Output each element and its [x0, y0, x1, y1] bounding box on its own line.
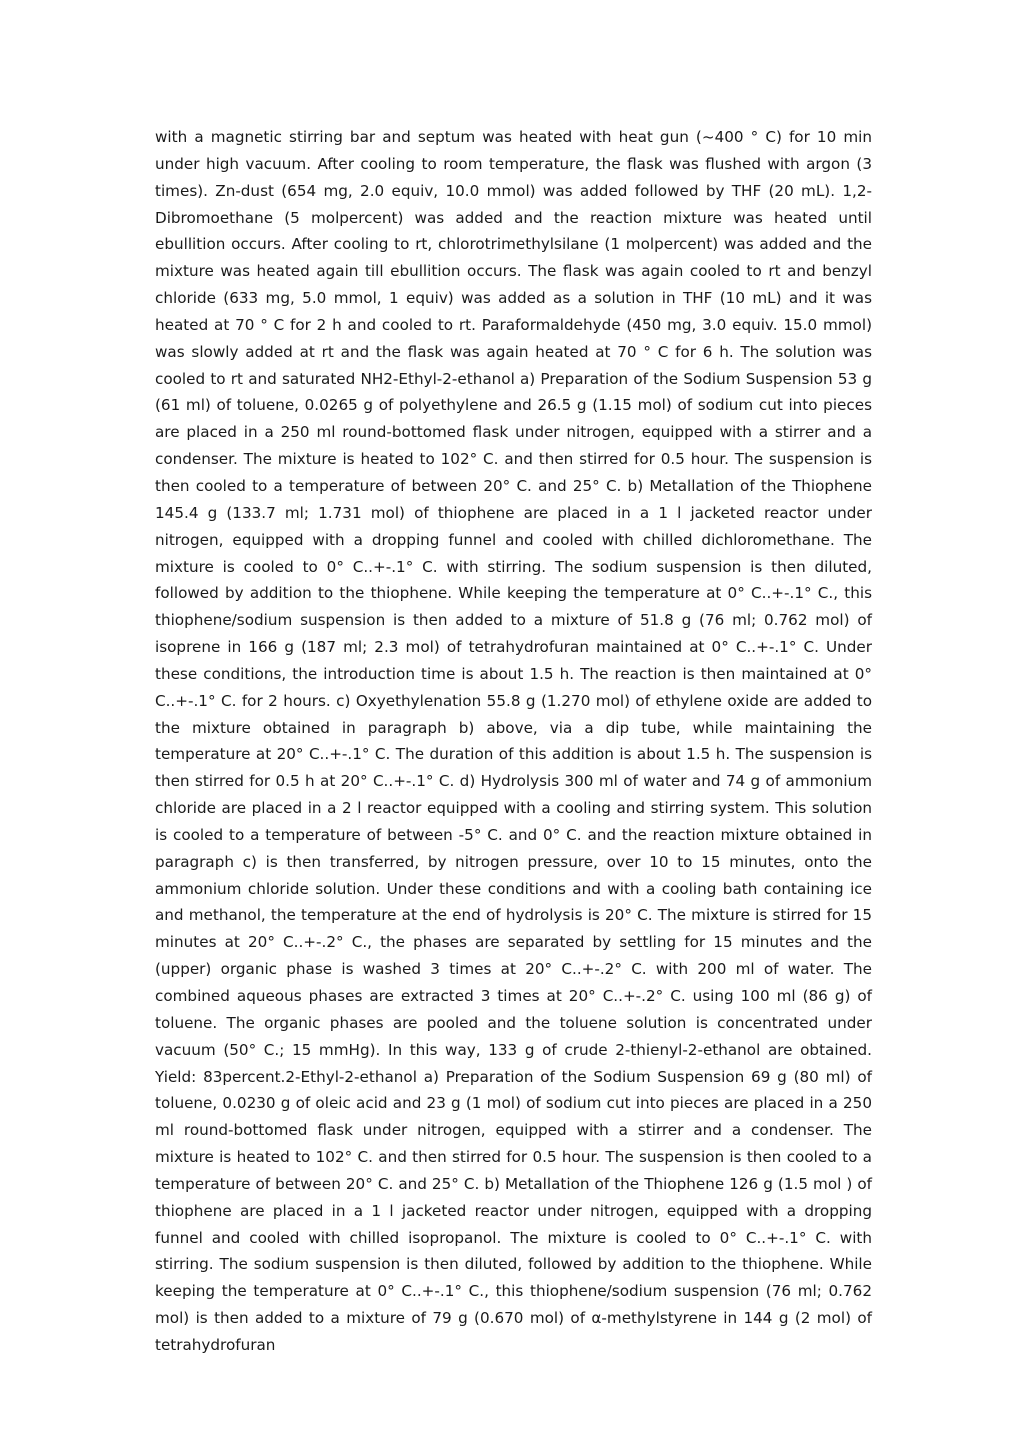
- body-paragraph: with a magnetic stirring bar and septum was heated with heat gun (~400 ° C) for 10 min under high vacuum. After cooling to room temperature, the flask was flushed with argon (3 times). Zn-dust (654 mg, 2.0 equiv, 10.0 mmol) was added followed by THF (20 mL). 1,2-Dibromoethane (5 molpercent) was added and the reaction mixture was heated until ebullition occurs. After cooling to rt, chlorotrimethylsilane (1 molpercent) was added and the mixture was heated again till ebullition occurs. The flask was again cooled to rt and benzyl chloride (633 mg, 5.0 mmol, 1 equiv) was added as a solution in THF (10 mL) and it was heated at 70 ° C for 2 h and cooled to rt. Paraformaldehyde (450 mg, 3.0 equiv. 15.0 mmol) was slowly added at rt and the flask was again heated at 70 ° C for 6 h. The solution was cooled to rt and saturated NH2-Ethyl-2-ethanol a) Preparation of the Sodium Suspension 53 g (61 ml) of toluene, 0.0265 g of polyethylene and 26.5 g (1.15 mol) of sodium cut into pieces are placed in a 250 ml round-bottomed flask under nitrogen, equipped with a stirrer and a condenser. The mixture is heated to 102° C. and then stirred for 0.5 hour. The suspension is then cooled to a temperature of between 20° C. and 25° C. b) Metallation of the Thiophene 145.4 g (133.7 ml; 1.731 mol) of thiophene are placed in a 1 l jacketed reactor under nitrogen, equipped with a dropping funnel and cooled with chilled dichloromethane. The mixture is cooled to 0° C..+-.1° C. with stirring. The sodium suspension is then diluted, followed by addition to the thiophene. While keeping the temperature at 0° C..+-.1° C., this thiophene/sodium suspension is then added to a mixture of 51.8 g (76 ml; 0.762 mol) of isoprene in 166 g (187 ml; 2.3 mol) of tetrahydrofuran maintained at 0° C..+-.1° C. Under these conditions, the introduction time is about 1.5 h. The reaction is then maintained at 0° C..+-.1° C. for 2 hours. c) Oxyethylenation 55.8 g (1.270 mol) of ethylene oxide are added to the mixture obtained in paragraph b) above, via a dip tube, while maintaining the temperature at 20° C..+-.1° C. The duration of this addition is about 1.5 h. The suspension is then stirred for 0.5 h at 20° C..+-.1° C. d) Hydrolysis 300 ml of water and 74 g of ammonium chloride are placed in a 2 l reactor equipped with a cooling and stirring system. This solution is cooled to a temperature of between -5° C. and 0° C. and the reaction mixture obtained in paragraph c) is then transferred, by nitrogen pressure, over 10 to 15 minutes, onto the ammonium chloride solution. Under these conditions and with a cooling bath containing ice and methanol, the temperature at the end of hydrolysis is 20° C. The mixture is stirred for 15 minutes at 20° C..+-.2° C., the phases are separated by settling for 15 minutes and the (upper) organic phase is washed 3 times at 20° C..+-.2° C. with 200 ml of water. The combined aqueous phases are extracted 3 times at 20° C..+-.2° C. using 100 ml (86 g) of toluene. The organic phases are pooled and the toluene solution is concentrated under vacuum (50° C.; 15 mmHg). In this way, 133 g of crude 2-thienyl-2-ethanol are obtained. Yield: 83percent.2-Ethyl-2-ethanol a) Preparation of the Sodium Suspension 69 g (80 ml) of toluene, 0.0230 g of oleic acid and 23 g (1 mol) of sodium cut into pieces are placed in a 250 ml round-bottomed flask under nitrogen, equipped with a stirrer and a condenser. The mixture is heated to 102° C. and then stirred for 0.5 hour. The suspension is then cooled to a temperature of between 20° C. and 25° C. b) Metallation of the Thiophene 126 g (1.5 mol ) of thiophene are placed in a 1 l jacketed reactor under nitrogen, equipped with a dropping funnel and cooled with chilled isopropanol. The mixture is cooled to 0° C..+-.1° C. with stirring. The sodium suspension is then diluted, followed by addition to the thiophene. While keeping the temperature at 0° C..+-.1° C., this thiophene/sodium suspension (76 ml; 0.762 mol) is then added to a mixture of 79 g (0.670 mol) of α-methylstyrene in 144 g (2 mol) of tetrahydrofuran: [155, 128, 872, 1354]
